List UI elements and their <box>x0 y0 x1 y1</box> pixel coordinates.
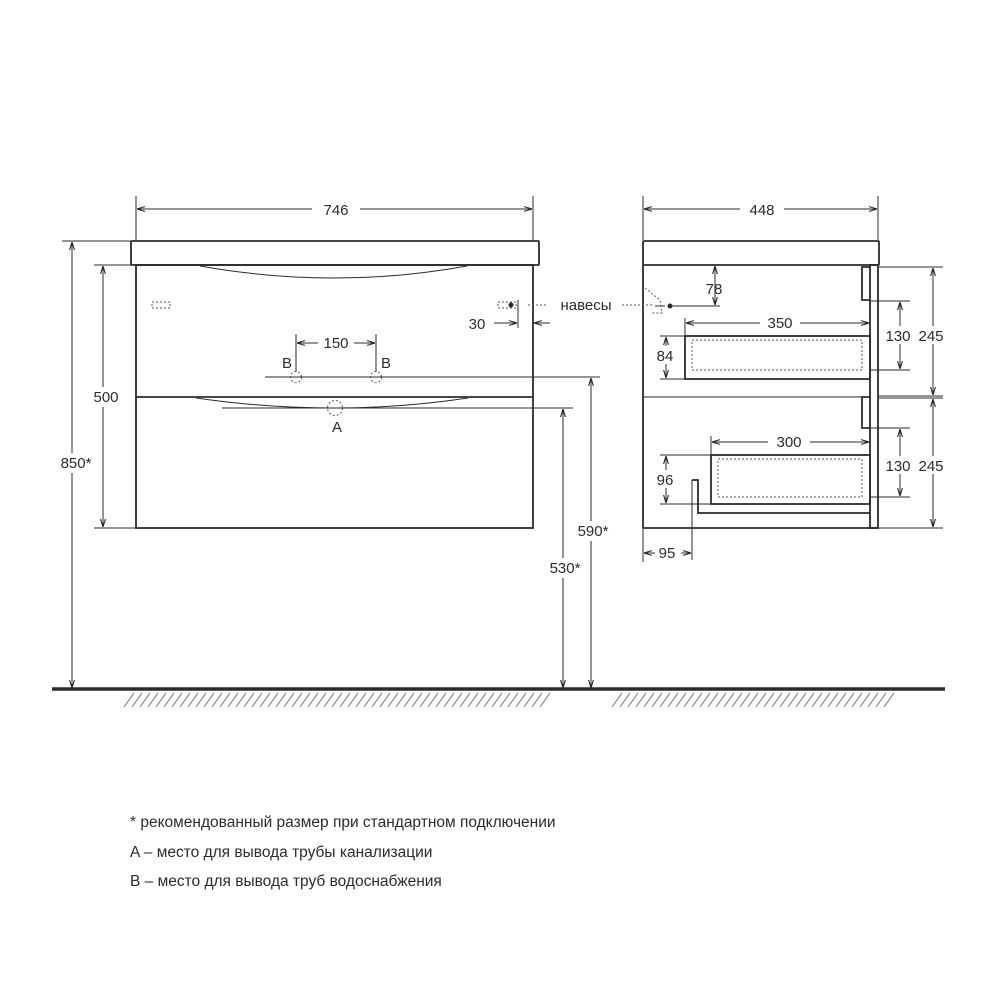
floor-hatch-stroke <box>884 693 894 707</box>
floor-hatch-stroke <box>124 693 134 707</box>
dim-top-drawer-outer: 245 <box>918 328 944 345</box>
floor-hatch-stroke <box>348 693 358 707</box>
floor-hatch-stroke <box>540 693 550 707</box>
floor-hatch-stroke <box>284 693 294 707</box>
dim-front-total-height: 850* <box>60 455 92 472</box>
floor-hatch-stroke <box>508 693 518 707</box>
floor-hatch-stroke <box>492 693 502 707</box>
floor-hatch-stroke <box>700 693 710 707</box>
floor-hatch-stroke <box>708 693 718 707</box>
note-recommended: * рекомендованный размер при стандартном подключении <box>130 814 556 831</box>
floor-hatch-stroke <box>204 693 214 707</box>
floor-hatch-stroke <box>748 693 758 707</box>
front-view <box>52 196 616 688</box>
label-b-left: B <box>281 355 293 372</box>
floor-hatch-stroke <box>628 693 638 707</box>
floor-hatch-stroke <box>668 693 678 707</box>
floor-hatch-stroke <box>172 693 182 707</box>
note-b-water: B – место для вывода труб водоснабжения <box>130 873 442 890</box>
floor-hatch-stroke <box>820 693 830 707</box>
front-hinge-left <box>152 302 170 308</box>
front-bottom-recess <box>196 398 468 408</box>
floor-hatch-stroke <box>468 693 478 707</box>
floor-hatch-stroke <box>532 693 542 707</box>
floor-hatch-stroke <box>828 693 838 707</box>
floor-hatch-stroke <box>388 693 398 707</box>
floor-hatch-stroke <box>372 693 382 707</box>
dim-bottom-drawer-depth: 300 <box>776 434 802 451</box>
floor-hatch-stroke <box>444 693 454 707</box>
floor-hatch-stroke <box>236 693 246 707</box>
floor-hatch-stroke <box>732 693 742 707</box>
floor-hatch-stroke <box>300 693 310 707</box>
dim-hinge-height: 78 <box>705 281 723 298</box>
side-top-handle <box>862 267 870 300</box>
floor-hatch-stroke <box>292 693 302 707</box>
floor-hatch-stroke <box>276 693 286 707</box>
floor-hatch-right <box>612 693 894 707</box>
dim-top-drawer-depth: 350 <box>767 315 793 332</box>
floor-hatch-stroke <box>844 693 854 707</box>
floor <box>52 689 945 707</box>
floor-hatch-stroke <box>196 693 206 707</box>
floor-hatch-stroke <box>780 693 790 707</box>
floor-hatch-stroke <box>356 693 366 707</box>
floor-hatch-stroke <box>620 693 630 707</box>
floor-hatch-stroke <box>644 693 654 707</box>
floor-hatch-stroke <box>324 693 334 707</box>
dim-bottom-drawer-inner: 130 <box>885 458 911 475</box>
floor-hatch-stroke <box>380 693 390 707</box>
dim-front-width: 746 <box>323 202 349 219</box>
floor-hatch-stroke <box>476 693 486 707</box>
floor-hatch-stroke <box>716 693 726 707</box>
floor-hatch-stroke <box>188 693 198 707</box>
dim-side-depth: 448 <box>749 202 775 219</box>
floor-hatch-stroke <box>852 693 862 707</box>
side-front-panel <box>870 265 878 528</box>
floor-hatch-stroke <box>724 693 734 707</box>
floor-hatch-stroke <box>404 693 414 707</box>
floor-hatch-stroke <box>500 693 510 707</box>
side-bottom-handle <box>862 397 870 428</box>
front-hinge-right-dot <box>509 303 514 308</box>
floor-hatch-stroke <box>364 693 374 707</box>
floor-hatch-stroke <box>140 693 150 707</box>
note-a-drain: A – место для вывода трубы канализации <box>130 843 433 861</box>
floor-hatch-stroke <box>516 693 526 707</box>
floor-hatch-stroke <box>436 693 446 707</box>
floor-hatch-stroke <box>164 693 174 707</box>
floor-hatch-stroke <box>756 693 766 707</box>
front-top-recess <box>200 266 467 278</box>
floor-hatch-stroke <box>804 693 814 707</box>
floor-hatch-stroke <box>340 693 350 707</box>
front-countertop <box>131 241 539 265</box>
floor-hatch-stroke <box>812 693 822 707</box>
floor-hatch-stroke <box>228 693 238 707</box>
notes-block <box>130 812 556 901</box>
dim-front-body-height: 500 <box>93 389 119 406</box>
floor-hatch-stroke <box>772 693 782 707</box>
side-top-drawer <box>685 336 870 379</box>
floor-hatch-stroke <box>876 693 886 707</box>
floor-hatch-stroke <box>412 693 422 707</box>
dim-bottom-drawer-height: 96 <box>656 472 674 489</box>
floor-hatch-stroke <box>836 693 846 707</box>
dim-top-drawer-inner: 130 <box>885 328 911 345</box>
floor-hatch-stroke <box>692 693 702 707</box>
dim-pipe-spacing: 150 <box>323 335 349 352</box>
dim-pipe-a-height: 530* <box>549 560 581 577</box>
floor-hatch-stroke <box>252 693 262 707</box>
floor-hatch-stroke <box>180 693 190 707</box>
floor-hatch-stroke <box>524 693 534 707</box>
floor-hatch-stroke <box>396 693 406 707</box>
label-b-right: B <box>380 355 392 372</box>
floor-hatch-stroke <box>452 693 462 707</box>
floor-hatch-stroke <box>484 693 494 707</box>
dim-top-drawer-height: 84 <box>656 348 674 365</box>
floor-hatch-stroke <box>316 693 326 707</box>
floor-hatch-stroke <box>420 693 430 707</box>
floor-hatch-stroke <box>460 693 470 707</box>
floor-hatch-stroke <box>652 693 662 707</box>
label-a: A <box>331 419 343 436</box>
floor-hatch-stroke <box>268 693 278 707</box>
floor-hatch-stroke <box>428 693 438 707</box>
side-countertop <box>643 241 879 265</box>
floor-hatch-stroke <box>868 693 878 707</box>
floor-hatch-stroke <box>148 693 158 707</box>
floor-hatch-stroke <box>244 693 254 707</box>
floor-hatch-stroke <box>796 693 806 707</box>
floor-hatch-stroke <box>612 693 622 707</box>
floor-hatch-stroke <box>788 693 798 707</box>
dim-pipe-b-height: 590* <box>577 523 609 540</box>
dim-back-offset: 95 <box>658 545 676 562</box>
floor-hatch-stroke <box>332 693 342 707</box>
floor-hatch-stroke <box>212 693 222 707</box>
floor-hatch-stroke <box>676 693 686 707</box>
floor-hatch-stroke <box>220 693 230 707</box>
label-hinges: навесы <box>560 297 612 314</box>
floor-hatch-stroke <box>156 693 166 707</box>
side-hinge <box>645 288 662 313</box>
floor-hatch-stroke <box>660 693 670 707</box>
floor-hatch-stroke <box>860 693 870 707</box>
floor-hatch-stroke <box>740 693 750 707</box>
floor-hatch-stroke <box>308 693 318 707</box>
side-hinge-dot <box>668 304 673 309</box>
dim-bottom-drawer-outer: 245 <box>918 458 944 475</box>
dim-hinge-offset: 30 <box>468 316 486 333</box>
floor-hatch-stroke <box>764 693 774 707</box>
floor-hatch-stroke <box>636 693 646 707</box>
floor-hatch-left <box>124 693 550 707</box>
floor-hatch-stroke <box>260 693 270 707</box>
floor-hatch-stroke <box>684 693 694 707</box>
floor-hatch-stroke <box>132 693 142 707</box>
